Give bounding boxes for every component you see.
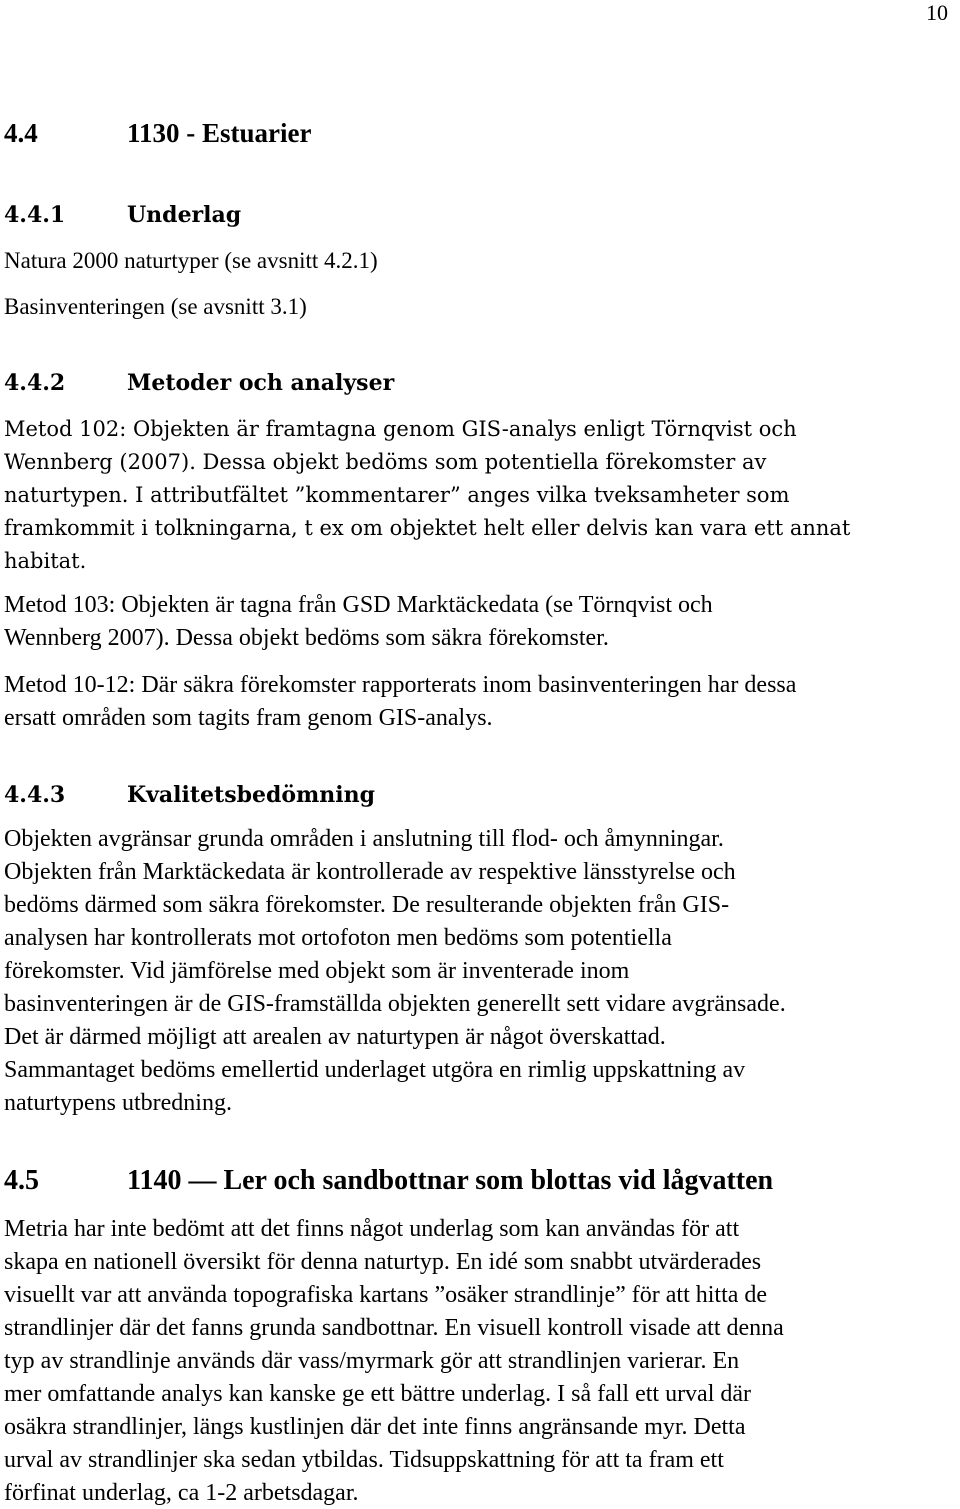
subsection-number: 4.4.2 [4, 370, 66, 396]
metod102-line: habitat. [4, 549, 87, 573]
section-heading-4-5 [4, 1165, 773, 1197]
section45-line: urval av strandlinjer ska sedan ytbildas. Tidsuppskattning för att ta fram ett [4, 1447, 724, 1473]
section45-line: visuellt var att använda topografiska kartans ”osäker strandlinje” för att hitta de [4, 1282, 768, 1308]
subsection-heading-4-4-1 [4, 202, 241, 228]
section45-line: strandlinjer där det fanns grunda sandbottnar. En visuell kontroll visade att denna [4, 1315, 784, 1341]
metod102-line: Metod 102: Objekten är framtagna genom GIS-analys enligt Törnqvist och [4, 417, 797, 441]
kvalitet-line: basinventeringen är de GIS-framställda objekten generellt sett vidare avgränsade. [4, 991, 786, 1017]
section-title: 1140 — Ler och sandbottnar som blottas vid lågvatten [127, 1165, 774, 1196]
kvalitet-line: Sammantaget bedöms emellertid underlaget utgöra en rimlig uppskattning av [4, 1057, 746, 1083]
metod1012-line: Metod 10-12: Där säkra förekomster rapporterats inom basinventeringen har dessa [4, 672, 797, 698]
section45-line: mer omfattande analys kan kanske ge ett bättre underlag. I så fall ett urval där [4, 1381, 752, 1407]
kvalitet-line: Objekten avgränsar grunda områden i anslutning till flod- och åmynningar. [4, 826, 724, 852]
section-heading-4-4 [4, 118, 311, 149]
kvalitet-line: naturtypens utbredning. [4, 1090, 232, 1116]
section-number: 4.5 [4, 1165, 39, 1196]
subsection-heading-4-4-3 [4, 782, 375, 808]
subsection-title: Metoder och analyser [127, 370, 395, 396]
metod1012-line: ersatt områden som tagits fram genom GIS-analys. [4, 705, 493, 731]
section45-line: förfinat underlag, ca 1-2 arbetsdagar. [4, 1480, 359, 1506]
kvalitet-line: förekomster. Vid jämförelse med objekt som är inventerade inom [4, 958, 630, 984]
underlag-line: Basinventeringen (se avsnitt 3.1) [4, 294, 307, 319]
section45-line: typ av strandlinje används där vass/myrmark gör att strandlinjen varierar. En [4, 1348, 740, 1374]
section-number: 4.4 [4, 118, 38, 148]
section-title: 1130 - Estuarier [127, 118, 312, 148]
kvalitet-line: analysen har kontrollerats mot ortofoton men bedöms som potentiella [4, 925, 672, 951]
subsection-title: Kvalitetsbedömning [127, 782, 376, 808]
page-number: 10 [926, 0, 948, 25]
subsection-number: 4.4.1 [4, 202, 66, 228]
metod102-line: framkommit i tolkningarna, t ex om objektet helt eller delvis kan vara ett annat [4, 516, 851, 540]
subsection-heading-4-4-2 [4, 370, 394, 396]
underlag-line: Natura 2000 naturtyper (se avsnitt 4.2.1) [4, 248, 378, 273]
kvalitet-line: Det är därmed möjligt att arealen av naturtypen är något överskattad. [4, 1024, 666, 1050]
subsection-title: Underlag [127, 202, 242, 228]
metod103-line: Metod 103: Objekten är tagna från GSD Marktäckedata (se Törnqvist och [4, 592, 713, 618]
section45-line: skapa en nationell översikt för denna naturtyp. En idé som snabbt utvärderades [4, 1249, 762, 1275]
kvalitet-line: Objekten från Marktäckedata är kontrollerade av respektive länsstyrelse och [4, 859, 736, 885]
subsection-number: 4.4.3 [4, 782, 66, 808]
kvalitet-line: bedöms därmed som säkra förekomster. De resulterande objekten från GIS- [4, 892, 730, 918]
metod102-line: Wennberg (2007). Dessa objekt bedöms som potentiella förekomster av [4, 450, 767, 474]
metod102-line: naturtypen. I attributfältet ”kommentarer” anges vilka tveksamheter som [4, 483, 790, 507]
section45-line: Metria har inte bedömt att det finns något underlag som kan användas för att [4, 1216, 740, 1242]
section45-line: osäkra strandlinjer, längs kustlinjen där det inte finns angränsande myr. Detta [4, 1414, 746, 1440]
metod103-line: Wennberg 2007). Dessa objekt bedöms som säkra förekomster. [4, 625, 609, 651]
